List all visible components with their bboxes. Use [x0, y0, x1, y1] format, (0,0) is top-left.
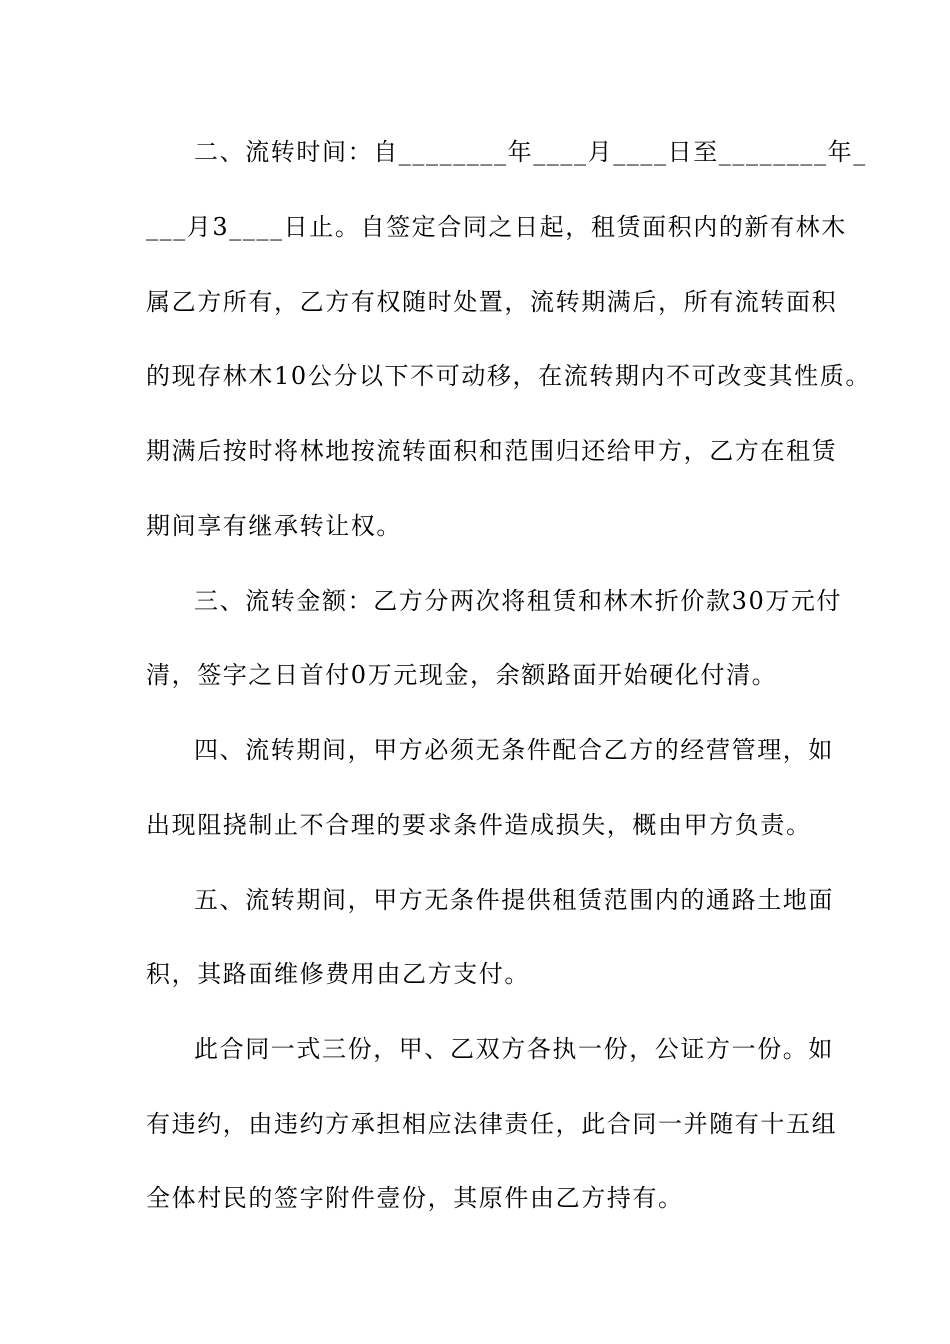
clause-2-line-2: ___月3____日止。自签定合同之日起，租赁面积内的新有林木	[146, 213, 847, 241]
clause-2-line-6: 期间享有继承转让权。	[146, 512, 402, 540]
clause-5-line-2: 积，其路面维修费用由乙方支付。	[146, 960, 530, 988]
clause-4-line-2: 出现阻挠制止不合理的要求条件造成损失，概由甲方负责。	[146, 811, 812, 839]
clause-4-line-1: 四、流转期间，甲方必须无条件配合乙方的经营管理，如	[194, 736, 834, 764]
clause-2-line-1: 二、流转时间：自________年____月____日至________年_	[194, 138, 867, 166]
clause-2-line-3: 属乙方所有，乙方有权随时处置，流转期满后，所有流转面积	[146, 288, 838, 316]
final-clause-line-1: 此合同一式三份，甲、乙双方各执一份，公证方一份。如	[194, 1035, 834, 1063]
clause-5-line-1: 五、流转期间，甲方无条件提供租赁范围内的通路土地面	[194, 886, 834, 914]
final-clause-line-2: 有违约，由违约方承担相应法律责任，此合同一并随有十五组	[146, 1110, 838, 1138]
clause-3-line-1: 三、流转金额：乙方分两次将租赁和林木折价款30万元付	[194, 587, 843, 615]
clause-2-line-5: 期满后按时将林地按流转面积和范围归还给甲方，乙方在租赁	[146, 437, 838, 465]
clause-3-line-2: 清，签字之日首付0万元现金，余额路面开始硬化付清。	[146, 661, 778, 689]
final-clause-line-3: 全体村民的签字附件壹份，其原件由乙方持有。	[146, 1184, 684, 1212]
clause-2-line-4: 的现存林木10公分以下不可动移，在流转期内不可改变其性质。	[146, 362, 871, 390]
